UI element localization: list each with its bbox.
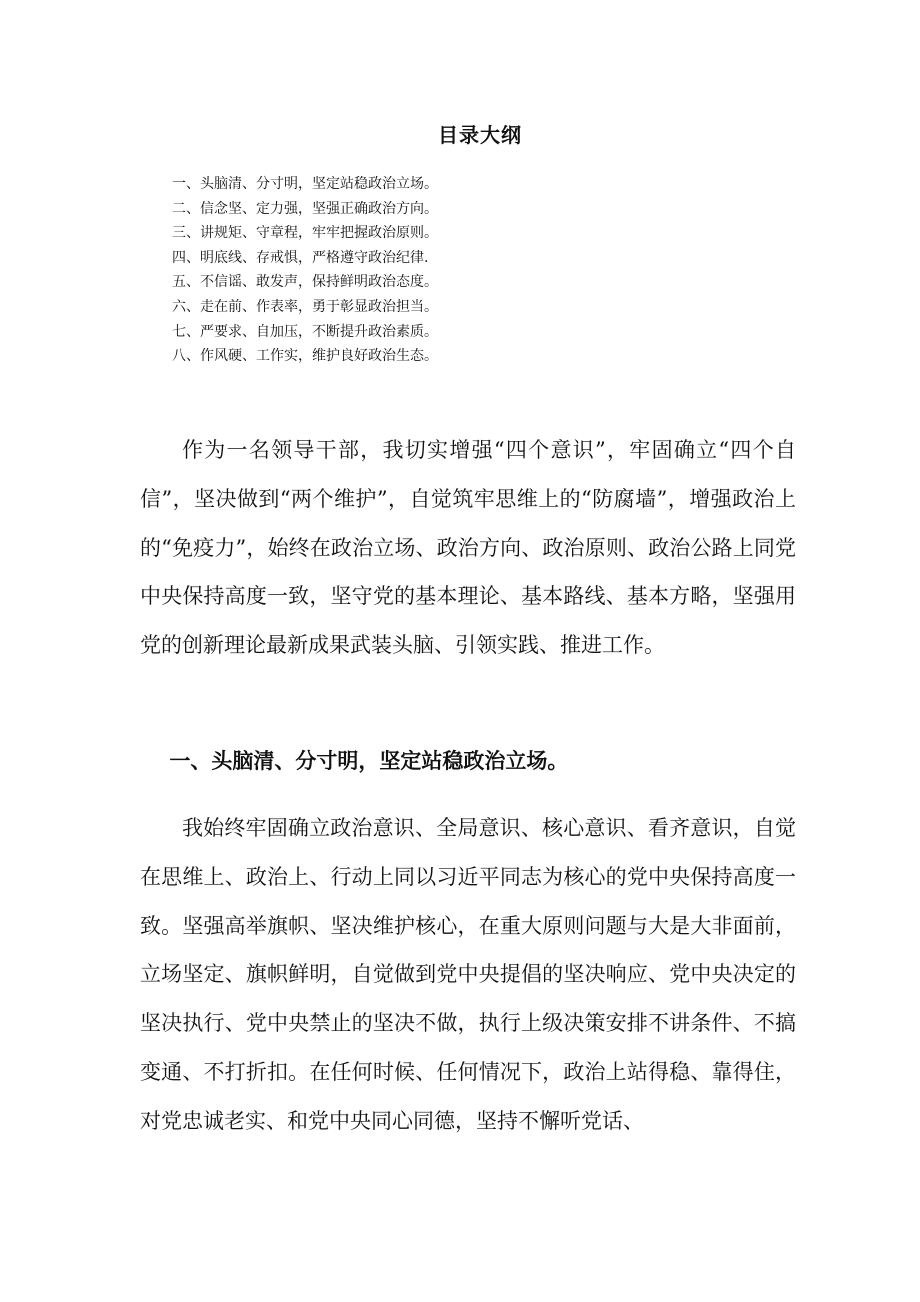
toc-item: 三、讲规矩、守章程，牢牢把握政治原则。	[172, 225, 438, 242]
section-heading: 一、头脑清、分寸明，坚定站稳政治立场。	[169, 749, 569, 773]
toc-item: 二、信念坚、定力强，坚强正确政治方向。	[172, 200, 438, 217]
toc-title: 目录大纲	[438, 123, 522, 147]
section-paragraph: 我始终牢固确立政治意识、全局意识、核心意识、看齐意识，自觉在思维上、政治上、行动上同以习近平同志为核心的党中央保持高度一致。坚强高举旗帜、坚决维护核心，在重大原则问题与大是大非面前，立场坚定、旗帜鲜明，自觉做到党中央提倡的坚决响应、党中央决定的坚决执行、党中央禁止的坚决不做，执行上级决策安排不讲条件、不搞变通、不打折扣。在任何时候、任何情况下，政治上站得稳、靠得住，对党忠诚老实、和党中央同心同德，坚持不懈听党话、	[140, 816, 796, 1133]
toc-list	[172, 172, 438, 369]
toc-item: 四、明底线、存戒惧，严格遵守政治纪律.	[172, 249, 429, 266]
toc-item: 一、头脑清、分寸明，坚定站稳政治立场。	[172, 176, 438, 192]
toc-item: 五、不信谣、敢发声，保持鲜明政治态度。	[172, 274, 438, 291]
toc-item: 八、作风硬、工作实，维护良好政治生态。	[172, 348, 438, 365]
toc-item: 六、走在前、作表率，勇于彰显政治担当。	[172, 298, 438, 315]
toc-item: 七、严要求、自加压，不断提升政治素质。	[172, 323, 438, 340]
intro-paragraph: 作为一名领导干部，我切实增强“四个意识”，牢固确立“四个自信”，坚决做到“两个维护”，自觉筑牢思维上的“防腐墙”，增强政治上的“免疫力”，始终在政治立场、政治方向、政治原则、政治公路上同党中央保持高度一致，坚守党的基本理论、基本路线、基本方略，坚强用党的创新理论最新成果武装头脑、引领实践、推进工作。	[140, 438, 796, 658]
